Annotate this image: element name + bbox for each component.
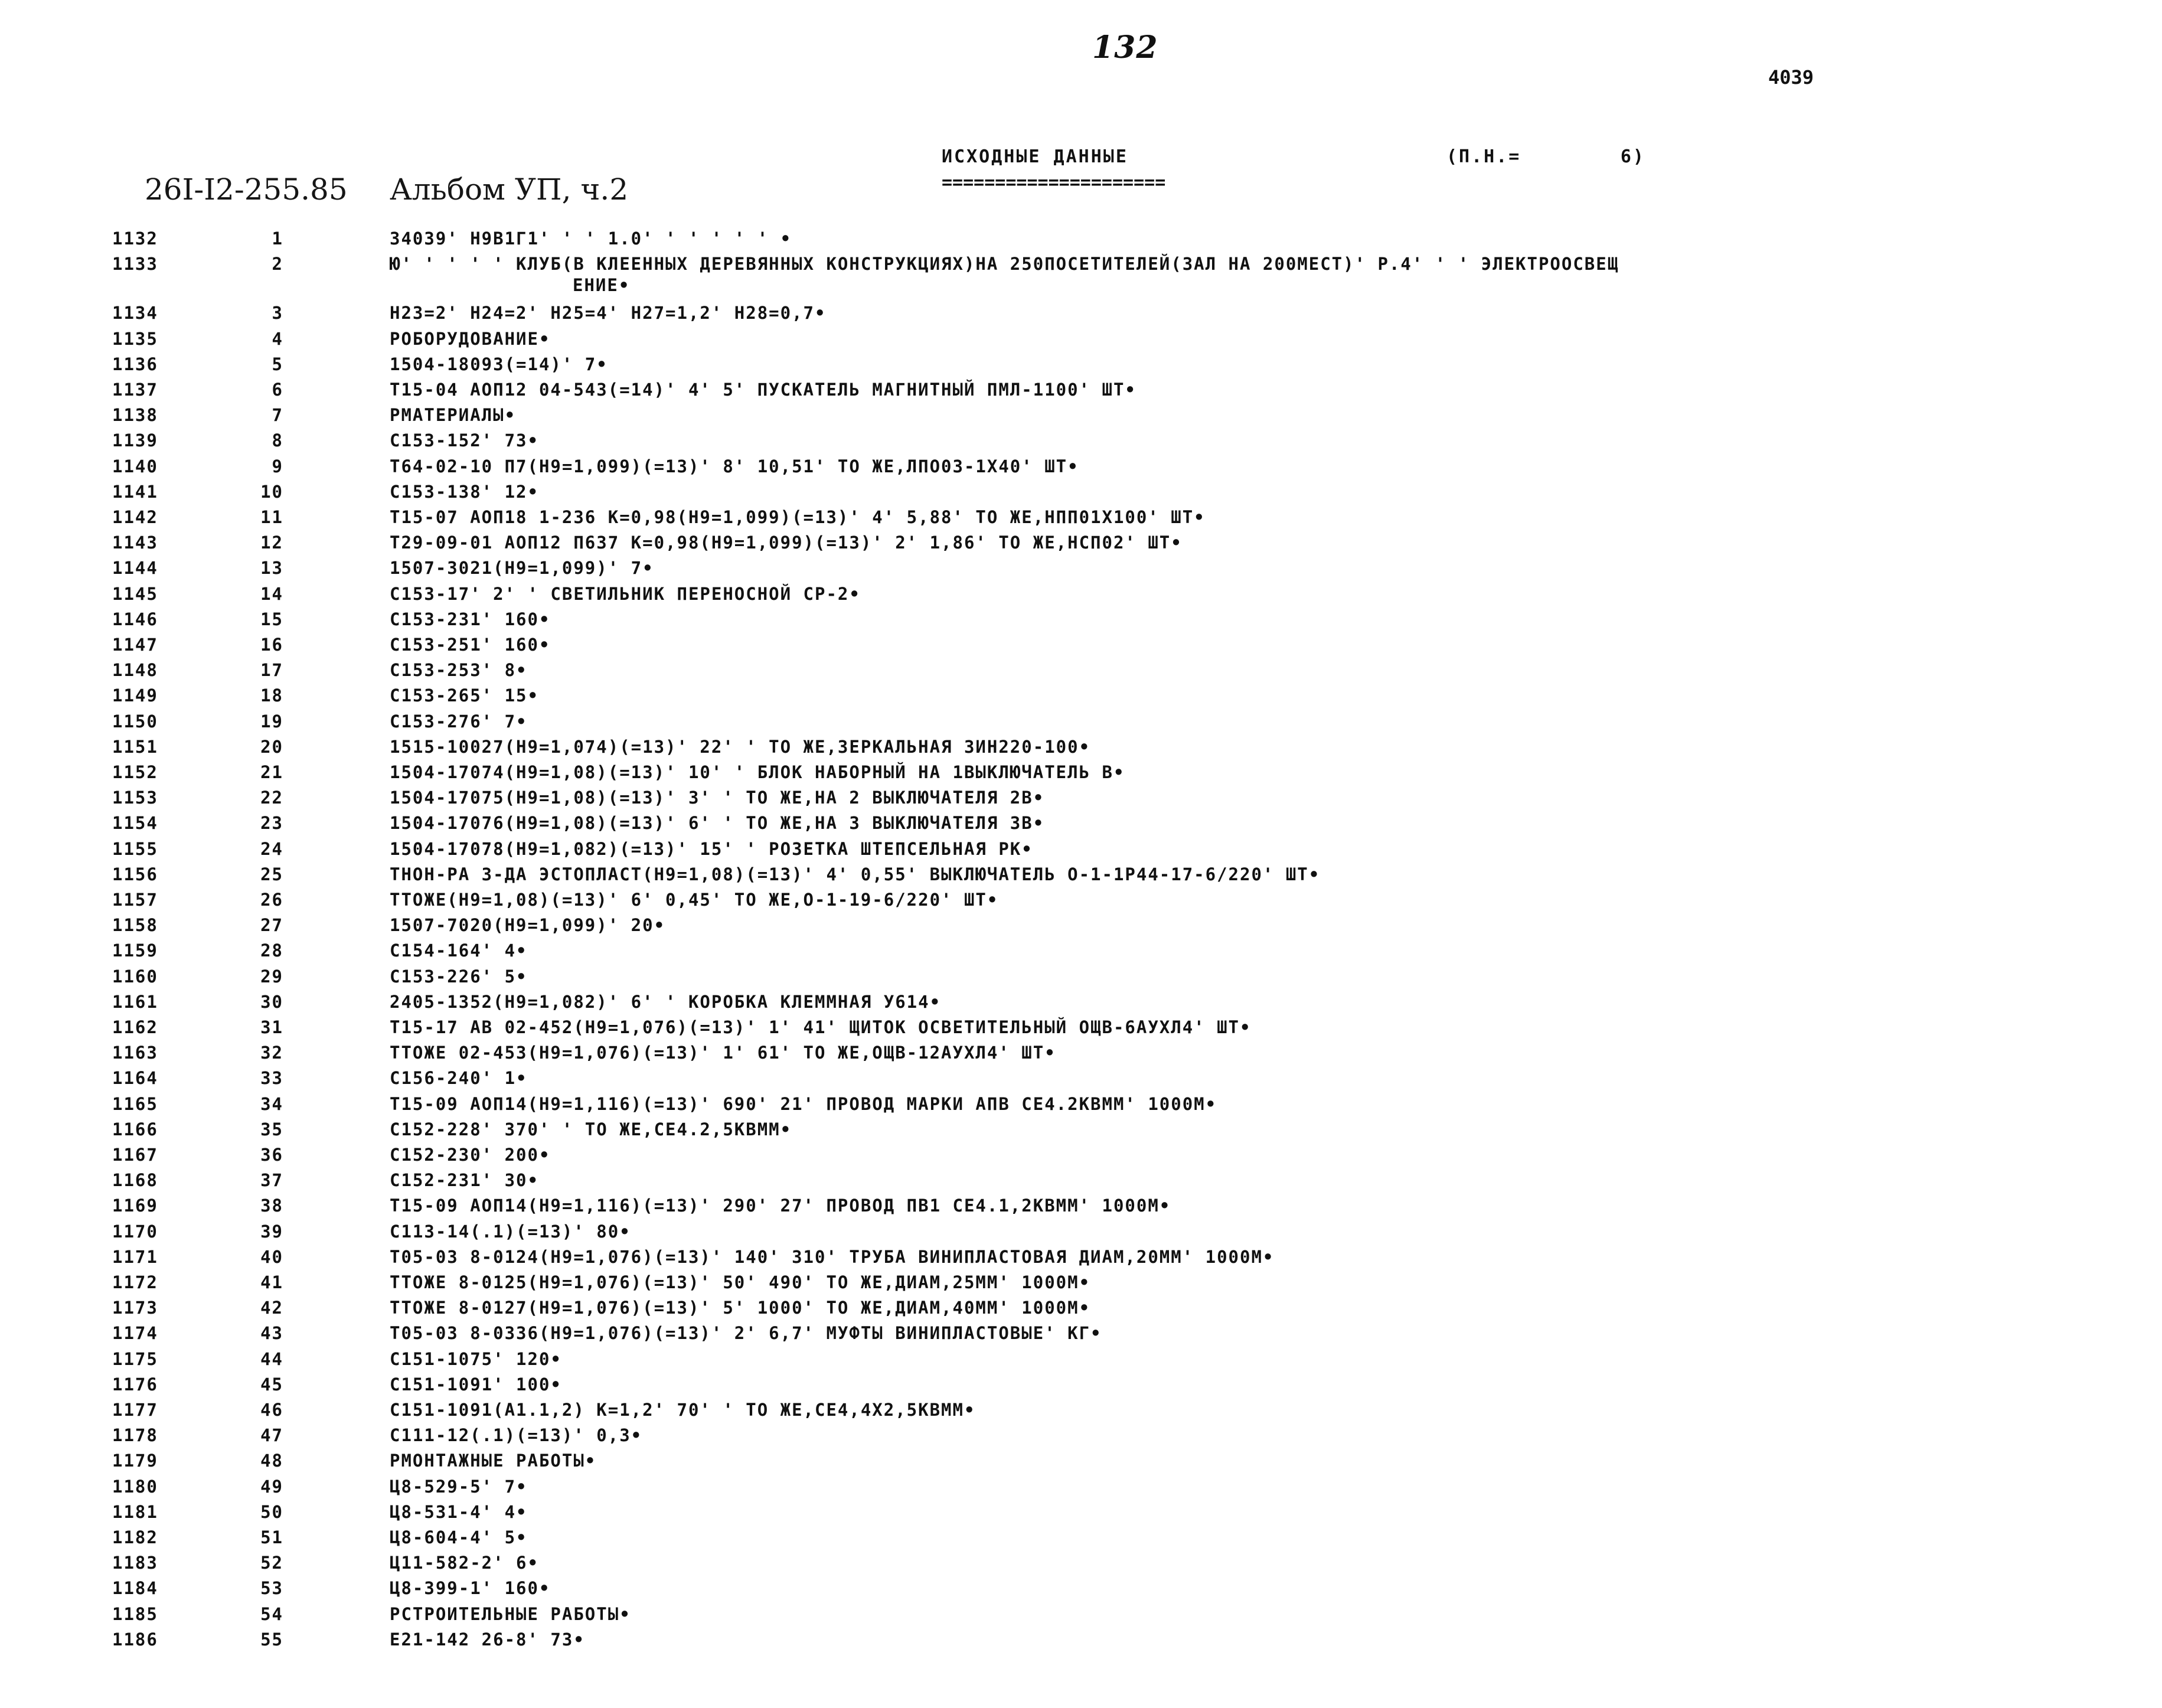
record-row: [0, 326, 2162, 351]
line-number: 1161: [112, 991, 158, 1012]
line-number: 1141: [112, 481, 158, 502]
record-row: [0, 964, 2162, 989]
record-row: [0, 226, 2162, 251]
record-row: [0, 1576, 2162, 1601]
sequence-number: 32: [260, 1043, 283, 1063]
sequence-number: 41: [260, 1272, 283, 1292]
record-text: Ц11-582-2' 6•: [390, 1553, 539, 1573]
record-text: Т15-09 АОП14(Н9=1,116)(=13)' 690' 21' ПРОВОД МАРКИ АПВ СЕ4.2КВММ' 1000М•: [390, 1093, 1217, 1114]
line-number: 1151: [112, 736, 158, 757]
sequence-number: 18: [260, 685, 283, 706]
record-text: 1507-7020(Н9=1,099)' 20•: [390, 915, 666, 936]
heading-parameter: (П.Н.= 6): [1446, 146, 1645, 167]
sequence-number: 31: [260, 1017, 283, 1037]
record-row: [0, 1066, 2162, 1090]
record-row: [0, 1142, 2162, 1167]
record-row: [0, 582, 2162, 606]
sequence-number: 4: [272, 328, 283, 349]
record-row: [0, 1295, 2162, 1320]
line-number: 1180: [112, 1476, 158, 1497]
line-number: 1135: [112, 328, 158, 349]
record-text: С151-1075' 120•: [390, 1348, 562, 1369]
sequence-number: 36: [260, 1145, 283, 1165]
record-text: Ц8-529-5' 7•: [390, 1476, 528, 1497]
record-row: [0, 658, 2162, 682]
line-number: 1139: [112, 430, 158, 451]
record-text: Ц8-531-4' 4•: [390, 1501, 528, 1522]
line-number: 1137: [112, 380, 158, 400]
line-number: 1134: [112, 303, 158, 324]
line-number: 1165: [112, 1093, 158, 1114]
record-text: Т15-04 АОП12 04-543(=14)' 4' 5' ПУСКАТЕЛЬ МАГНИТНЫЙ ПМЛ-1100' ШТ•: [390, 380, 1136, 400]
sequence-number: 11: [260, 507, 283, 527]
line-number: 1173: [112, 1298, 158, 1318]
record-row: [0, 556, 2162, 580]
record-row: [0, 377, 2162, 402]
page-number: 132: [1092, 30, 1158, 66]
sequence-number: 1: [272, 228, 283, 249]
record-text: ТТОЖЕ 02-453(Н9=1,076)(=13)' 1' 61' ТО ЖЕ,ОЩВ-12АУХЛ4' ШТ•: [390, 1043, 1056, 1063]
sequence-number: 47: [260, 1425, 283, 1446]
record-text: С153-265' 15•: [390, 685, 539, 706]
record-text: С152-230' 200•: [390, 1145, 551, 1165]
record-row: [0, 1040, 2162, 1065]
record-text: 1504-18093(=14)' 7•: [390, 354, 608, 374]
sequence-number: 9: [272, 456, 283, 476]
record-text: С153-17' 2' ' СВЕТИЛЬНИК ПЕРЕНОСНОЙ СР-2•: [390, 583, 861, 604]
record-text: Ц8-604-4' 5•: [390, 1527, 528, 1547]
sequence-number: 27: [260, 915, 283, 936]
record-text: С111-12(.1)(=13)' 0,3•: [390, 1425, 643, 1446]
record-row: [0, 1602, 2162, 1627]
record-text: Т15-07 АОП18 1-236 К=0,98(Н9=1,099)(=13)' 4' 5,88' ТО ЖЕ,НПП01Х100' ШТ•: [390, 507, 1206, 527]
record-row: [0, 913, 2162, 938]
sequence-number: 28: [260, 940, 283, 961]
line-number: 1148: [112, 660, 158, 681]
line-number: 1166: [112, 1119, 158, 1139]
sequence-number: 3: [272, 303, 283, 324]
line-number: 1155: [112, 838, 158, 859]
line-number: 1177: [112, 1400, 158, 1420]
record-row: [0, 1270, 2162, 1295]
line-number: 1178: [112, 1425, 158, 1446]
album-label: Альбом УП, ч.2: [390, 172, 629, 207]
line-number: 1183: [112, 1553, 158, 1573]
sequence-number: 29: [260, 966, 283, 987]
line-number: 1163: [112, 1043, 158, 1063]
line-number: 1144: [112, 558, 158, 579]
record-text: ТТОЖЕ 8-0125(Н9=1,076)(=13)' 50' 490' ТО ЖЕ,ДИАМ,25ММ' 1000М•: [390, 1272, 1091, 1292]
line-number: 1174: [112, 1323, 158, 1344]
record-text: Т29-09-01 АОП12 П637 К=0,98(Н9=1,099)(=13)' 2' 1,86' ТО ЖЕ,НСП02' ШТ•: [390, 533, 1183, 553]
line-number: 1185: [112, 1604, 158, 1624]
line-number: 1176: [112, 1374, 158, 1395]
line-number: 1158: [112, 915, 158, 936]
line-number: 1167: [112, 1145, 158, 1165]
line-number: 1149: [112, 685, 158, 706]
sequence-number: 21: [260, 762, 283, 782]
record-row: [0, 1219, 2162, 1244]
record-row: [0, 428, 2162, 453]
record-continuation-row: [0, 273, 2162, 298]
line-number: 1157: [112, 890, 158, 910]
line-number: 1170: [112, 1221, 158, 1242]
sequence-number: 54: [260, 1604, 283, 1624]
record-row: [0, 709, 2162, 734]
record-row: [0, 403, 2162, 427]
record-text: С152-231' 30•: [390, 1170, 539, 1191]
sequence-number: 38: [260, 1196, 283, 1216]
record-text: С154-164' 4•: [390, 940, 528, 961]
sequence-number: 45: [260, 1374, 283, 1395]
line-number: 1147: [112, 635, 158, 655]
record-text: РМАТЕРИАЛЫ•: [390, 405, 517, 426]
line-number: 1152: [112, 762, 158, 782]
record-text: С152-228' 370' ' ТО ЖЕ,СЕ4.2,5КВММ•: [390, 1119, 792, 1139]
record-row: [0, 301, 2162, 325]
record-text: С153-226' 5•: [390, 966, 528, 987]
record-text: 1515-10027(Н9=1,074)(=13)' 22' ' ТО ЖЕ,ЗЕРКАЛЬНАЯ ЗИН220-100•: [390, 736, 1091, 757]
record-text: 1504-17074(Н9=1,08)(=13)' 10' ' БЛОК НАБОРНЫЙ НА 1ВЫКЛЮЧАТЕЛЬ В•: [390, 762, 1125, 782]
heading-underline: =====================: [942, 172, 1166, 193]
record-row: [0, 887, 2162, 912]
sequence-number: 23: [260, 813, 283, 834]
record-row: [0, 938, 2162, 963]
line-number: 1184: [112, 1578, 158, 1599]
record-text: Т15-17 АВ 02-452(Н9=1,076)(=13)' 1' 41' ЩИТОК ОСВЕТИТЕЛЬНЫЙ ОЩВ-6АУХЛ4' ШТ•: [390, 1017, 1252, 1037]
sequence-number: 13: [260, 558, 283, 579]
record-text: 2405-1352(Н9=1,082)' 6' ' КОРОБКА КЛЕММНАЯ У614•: [390, 991, 942, 1012]
sequence-number: 50: [260, 1501, 283, 1522]
record-text: Т15-09 АОП14(Н9=1,116)(=13)' 290' 27' ПРОВОД ПВ1 СЕ4.1,2КВММ' 1000М•: [390, 1196, 1171, 1216]
record-text: Ц8-399-1' 160•: [390, 1578, 551, 1599]
line-number: 1186: [112, 1629, 158, 1650]
record-row: [0, 505, 2162, 530]
line-number: 1169: [112, 1196, 158, 1216]
record-row: [0, 1347, 2162, 1371]
sequence-number: 35: [260, 1119, 283, 1139]
line-number: 1150: [112, 711, 158, 731]
record-text: С153-231' 160•: [390, 609, 551, 629]
sequence-number: 53: [260, 1578, 283, 1599]
sheet-code: 4039: [1768, 66, 1814, 89]
record-row: [0, 1193, 2162, 1218]
record-text: С113-14(.1)(=13)' 80•: [390, 1221, 631, 1242]
record-row: [0, 1448, 2162, 1473]
sequence-number: 43: [260, 1323, 283, 1344]
record-text: С151-1091(А1.1,2) К=1,2' 70' ' ТО ЖЕ,СЕ4,4Х2,5КВММ•: [390, 1400, 976, 1420]
sequence-number: 40: [260, 1246, 283, 1267]
sequence-number: 17: [260, 660, 283, 681]
sequence-number: 5: [272, 354, 283, 374]
record-row: [0, 1525, 2162, 1550]
sequence-number: 42: [260, 1298, 283, 1318]
sequence-number: 44: [260, 1348, 283, 1369]
record-text: РМОНТАЖНЫЕ РАБОТЫ•: [390, 1451, 597, 1471]
line-number: 1160: [112, 966, 158, 987]
sequence-number: 12: [260, 533, 283, 553]
sequence-number: 25: [260, 864, 283, 884]
line-number: 1171: [112, 1246, 158, 1267]
sequence-number: 34: [260, 1093, 283, 1114]
record-row: [0, 862, 2162, 887]
record-text: Т64-02-10 П7(Н9=1,099)(=13)' 8' 10,51' ТО ЖЕ,ЛПО03-1Х40' ШТ•: [390, 456, 1079, 476]
sequence-number: 49: [260, 1476, 283, 1497]
document-code: 26I-I2-255.85: [145, 172, 348, 207]
record-text: 1507-3021(Н9=1,099)' 7•: [390, 558, 654, 579]
record-row: [0, 352, 2162, 377]
record-text: РОБОРУДОВАНИЕ•: [390, 328, 551, 349]
line-number: 1154: [112, 813, 158, 834]
line-number: 1146: [112, 609, 158, 629]
sequence-number: 16: [260, 635, 283, 655]
record-text: С153-276' 7•: [390, 711, 528, 731]
line-number: 1140: [112, 456, 158, 476]
record-row: [0, 1474, 2162, 1499]
sequence-number: 39: [260, 1221, 283, 1242]
sequence-number: 6: [272, 380, 283, 400]
line-number: 1164: [112, 1068, 158, 1089]
line-number: 1175: [112, 1348, 158, 1369]
record-row: [0, 683, 2162, 708]
sequence-number: 46: [260, 1400, 283, 1420]
record-row: [0, 989, 2162, 1014]
record-row: [0, 760, 2162, 785]
sequence-number: 24: [260, 838, 283, 859]
record-row: [0, 1397, 2162, 1422]
record-row: [0, 734, 2162, 759]
record-text: 1504-17075(Н9=1,08)(=13)' 3' ' ТО ЖЕ,НА 2 ВЫКЛЮЧАТЕЛЯ 2В•: [390, 788, 1045, 808]
record-text: Ю' ' ' ' ' КЛУБ(В КЛЕЕННЫХ ДЕРЕВЯННЫХ КОНСТРУКЦИЯХ)НА 250ПОСЕТИТЕЛЕЙ(ЗАЛ НА 200МЕСТ)' Р.4' ' ' ЭЛЕКТРООСВЕЩ: [390, 254, 1619, 275]
record-text: С153-253' 8•: [390, 660, 528, 681]
sequence-number: 19: [260, 711, 283, 731]
line-number: 1138: [112, 405, 158, 426]
line-number: 1156: [112, 864, 158, 884]
record-row: [0, 479, 2162, 504]
sequence-number: 22: [260, 788, 283, 808]
record-text: ТТОЖЕ 8-0127(Н9=1,076)(=13)' 5' 1000' ТО ЖЕ,ДИАМ,40ММ' 1000М•: [390, 1298, 1091, 1318]
record-text: Т05-03 8-0336(Н9=1,076)(=13)' 2' 6,7' МУФТЫ ВИНИПЛАСТОВЫЕ' КГ•: [390, 1323, 1102, 1344]
record-text: С153-152' 73•: [390, 430, 539, 451]
line-number: 1159: [112, 940, 158, 961]
sequence-number: 2: [272, 254, 283, 275]
record-text: С153-251' 160•: [390, 635, 551, 655]
record-text: 1504-17078(Н9=1,082)(=13)' 15' ' РОЗЕТКА ШТЕПСЕЛЬНАЯ РК•: [390, 838, 1033, 859]
record-text: Н23=2' Н24=2' Н25=4' Н27=1,2' Н28=0,7•: [390, 303, 827, 324]
record-row: [0, 632, 2162, 657]
line-number: 1168: [112, 1170, 158, 1191]
record-row: [0, 607, 2162, 632]
sequence-number: 51: [260, 1527, 283, 1547]
record-row: [0, 811, 2162, 835]
sequence-number: 20: [260, 736, 283, 757]
record-row: [0, 1423, 2162, 1448]
line-number: 1133: [112, 254, 158, 275]
record-row: [0, 1500, 2162, 1524]
line-number: 1179: [112, 1451, 158, 1471]
record-text: 1504-17076(Н9=1,08)(=13)' 6' ' ТО ЖЕ,НА 3 ВЫКЛЮЧАТЕЛЯ 3В•: [390, 813, 1045, 834]
record-row: [0, 1321, 2162, 1346]
sequence-number: 7: [272, 405, 283, 426]
sequence-number: 48: [260, 1451, 283, 1471]
line-number: 1143: [112, 533, 158, 553]
record-text: РСТРОИТЕЛЬНЫЕ РАБОТЫ•: [390, 1604, 631, 1624]
record-row: [0, 1015, 2162, 1040]
line-number: 1136: [112, 354, 158, 374]
record-row: [0, 837, 2162, 861]
record-text: Е21-142 26-8' 73•: [390, 1629, 585, 1650]
record-row: [0, 1550, 2162, 1575]
record-text: Т05-03 8-0124(Н9=1,076)(=13)' 140' 310' ТРУБА ВИНИПЛАСТОВАЯ ДИАМ,20ММ' 1000М•: [390, 1246, 1275, 1267]
line-number: 1132: [112, 228, 158, 249]
sequence-number: 33: [260, 1068, 283, 1089]
record-text: ТТОЖЕ(Н9=1,08)(=13)' 6' 0,45' ТО ЖЕ,О-1-19-6/220' ШТ•: [390, 890, 999, 910]
record-text: С153-138' 12•: [390, 481, 539, 502]
record-row: [0, 1245, 2162, 1269]
record-row: [0, 454, 2162, 479]
sequence-number: 30: [260, 991, 283, 1012]
record-row: [0, 1117, 2162, 1142]
record-text: С156-240' 1•: [390, 1068, 528, 1089]
sequence-number: 15: [260, 609, 283, 629]
sequence-number: 52: [260, 1553, 283, 1573]
record-row: [0, 1168, 2162, 1193]
line-number: 1153: [112, 788, 158, 808]
record-text: С151-1091' 100•: [390, 1374, 562, 1395]
sequence-number: 26: [260, 890, 283, 910]
sequence-number: 10: [260, 481, 283, 502]
line-number: 1181: [112, 1501, 158, 1522]
record-continuation-text: ЕНИЕ•: [573, 275, 631, 296]
line-number: 1182: [112, 1527, 158, 1547]
record-row: [0, 1372, 2162, 1397]
record-row: [0, 530, 2162, 555]
sequence-number: 14: [260, 583, 283, 604]
record-text: 34039' Н9В1Г1' ' ' 1.0' ' ' ' ' ' •: [390, 228, 792, 249]
record-row: [0, 1092, 2162, 1116]
sequence-number: 55: [260, 1629, 283, 1650]
record-row: [0, 1627, 2162, 1652]
line-number: 1142: [112, 507, 158, 527]
sequence-number: 37: [260, 1170, 283, 1191]
section-heading: ИСХОДНЫЕ ДАННЫЕ: [942, 146, 1128, 167]
line-number: 1162: [112, 1017, 158, 1037]
record-text: ТНОН-РА 3-ДА ЭСТОПЛАСТ(Н9=1,08)(=13)' 4' 0,55' ВЫКЛЮЧАТЕЛЬ О-1-1Р44-17-6/220' ШТ•: [390, 864, 1321, 884]
record-row: [0, 785, 2162, 810]
line-number: 1172: [112, 1272, 158, 1292]
line-number: 1145: [112, 583, 158, 604]
sequence-number: 8: [272, 430, 283, 451]
